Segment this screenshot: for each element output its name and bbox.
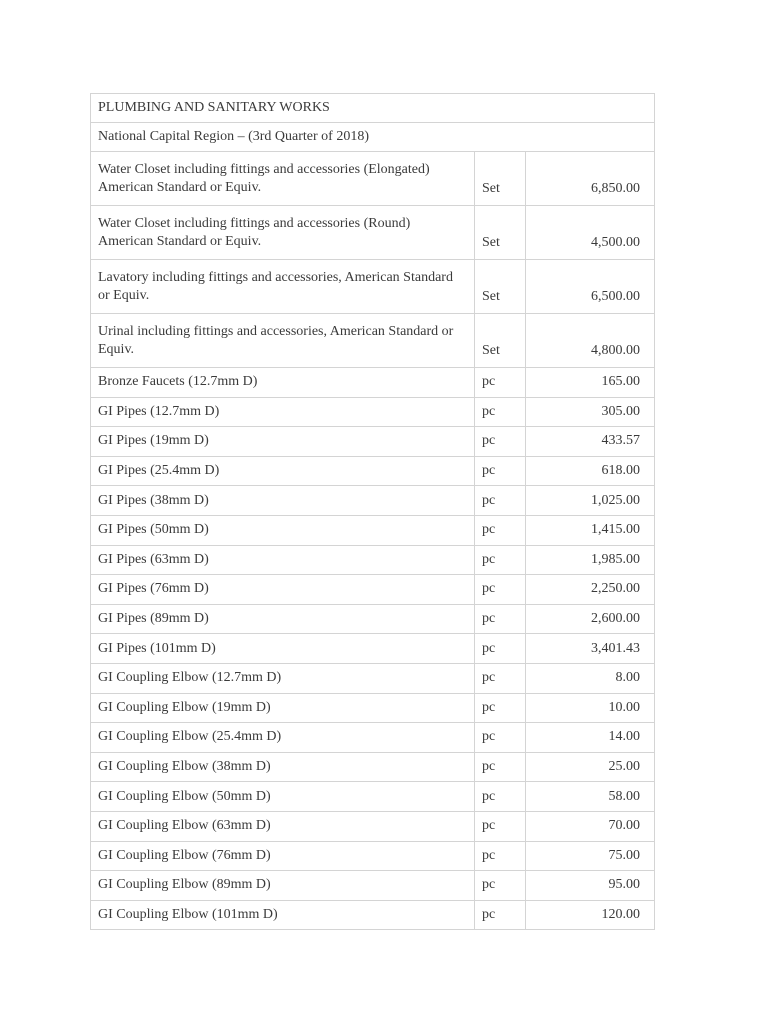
item-unit: pc — [475, 456, 526, 486]
item-price: 1,415.00 — [526, 515, 655, 545]
item-description: GI Coupling Elbow (38mm D) — [91, 752, 475, 782]
item-price: 305.00 — [526, 397, 655, 427]
table-subtitle-row — [91, 123, 655, 152]
item-description: GI Pipes (76mm D) — [91, 575, 475, 605]
item-price: 3,401.43 — [526, 634, 655, 664]
item-unit: pc — [475, 663, 526, 693]
item-unit: pc — [475, 397, 526, 427]
table-row — [91, 456, 655, 486]
item-price: 2,250.00 — [526, 575, 655, 605]
item-price: 433.57 — [526, 427, 655, 457]
table-row — [91, 575, 655, 605]
item-unit: pc — [475, 811, 526, 841]
table-row — [91, 486, 655, 516]
item-price: 1,025.00 — [526, 486, 655, 516]
item-price: 58.00 — [526, 782, 655, 812]
item-price: 10.00 — [526, 693, 655, 723]
item-unit: pc — [475, 782, 526, 812]
table-title: PLUMBING AND SANITARY WORKS — [91, 94, 655, 123]
item-description: GI Coupling Elbow (101mm D) — [91, 900, 475, 930]
table-row — [91, 900, 655, 930]
item-unit: pc — [475, 752, 526, 782]
item-unit: pc — [475, 604, 526, 634]
table-row — [91, 723, 655, 753]
item-unit: Set — [475, 206, 526, 260]
table-row — [91, 206, 655, 260]
item-description: GI Pipes (25.4mm D) — [91, 456, 475, 486]
item-price: 4,500.00 — [526, 206, 655, 260]
item-description: Water Closet including fittings and accessories (Round) American Standard or Equiv. — [91, 206, 475, 260]
item-price: 4,800.00 — [526, 314, 655, 368]
item-description: GI Coupling Elbow (76mm D) — [91, 841, 475, 871]
item-description: Bronze Faucets (12.7mm D) — [91, 368, 475, 398]
item-price: 2,600.00 — [526, 604, 655, 634]
item-price: 8.00 — [526, 663, 655, 693]
item-description: GI Coupling Elbow (63mm D) — [91, 811, 475, 841]
item-unit: pc — [475, 427, 526, 457]
item-price: 120.00 — [526, 900, 655, 930]
item-unit: pc — [475, 634, 526, 664]
item-price: 6,850.00 — [526, 152, 655, 206]
item-description: Lavatory including fittings and accessories, American Standard or Equiv. — [91, 260, 475, 314]
item-price: 1,985.00 — [526, 545, 655, 575]
item-unit: pc — [475, 900, 526, 930]
table-row — [91, 693, 655, 723]
item-unit: pc — [475, 723, 526, 753]
price-list-document — [90, 93, 654, 930]
item-price: 25.00 — [526, 752, 655, 782]
table-row — [91, 368, 655, 398]
table-row — [91, 260, 655, 314]
item-unit: pc — [475, 486, 526, 516]
item-description: Urinal including fittings and accessories, American Standard or Equiv. — [91, 314, 475, 368]
table-row — [91, 515, 655, 545]
table-row — [91, 604, 655, 634]
item-unit: Set — [475, 260, 526, 314]
table-row — [91, 752, 655, 782]
table-row — [91, 397, 655, 427]
item-unit: pc — [475, 545, 526, 575]
table-row — [91, 841, 655, 871]
item-description: Water Closet including fittings and accessories (Elongated) American Standard or Equiv. — [91, 152, 475, 206]
item-description: GI Pipes (101mm D) — [91, 634, 475, 664]
table-row — [91, 152, 655, 206]
item-description: GI Coupling Elbow (89mm D) — [91, 871, 475, 901]
item-price: 618.00 — [526, 456, 655, 486]
item-unit: pc — [475, 368, 526, 398]
item-unit: pc — [475, 693, 526, 723]
item-unit: pc — [475, 515, 526, 545]
item-unit: pc — [475, 871, 526, 901]
item-description: GI Coupling Elbow (19mm D) — [91, 693, 475, 723]
table-row — [91, 871, 655, 901]
item-price: 14.00 — [526, 723, 655, 753]
table-row — [91, 782, 655, 812]
table-title-row — [91, 94, 655, 123]
item-price: 70.00 — [526, 811, 655, 841]
item-unit: Set — [475, 152, 526, 206]
table-row — [91, 663, 655, 693]
item-description: GI Pipes (12.7mm D) — [91, 397, 475, 427]
item-description: GI Coupling Elbow (12.7mm D) — [91, 663, 475, 693]
item-description: GI Coupling Elbow (50mm D) — [91, 782, 475, 812]
table-row — [91, 545, 655, 575]
item-price: 75.00 — [526, 841, 655, 871]
item-description: GI Pipes (50mm D) — [91, 515, 475, 545]
item-price: 95.00 — [526, 871, 655, 901]
item-description: GI Coupling Elbow (25.4mm D) — [91, 723, 475, 753]
table-row — [91, 314, 655, 368]
item-price: 165.00 — [526, 368, 655, 398]
table-row — [91, 634, 655, 664]
item-unit: pc — [475, 575, 526, 605]
item-unit: Set — [475, 314, 526, 368]
table-subtitle: National Capital Region – (3rd Quarter of 2018) — [91, 123, 655, 152]
price-table — [90, 93, 655, 930]
item-description: GI Pipes (38mm D) — [91, 486, 475, 516]
price-table-body — [91, 94, 655, 930]
item-description: GI Pipes (63mm D) — [91, 545, 475, 575]
item-description: GI Pipes (89mm D) — [91, 604, 475, 634]
table-row — [91, 811, 655, 841]
table-row — [91, 427, 655, 457]
item-description: GI Pipes (19mm D) — [91, 427, 475, 457]
item-unit: pc — [475, 841, 526, 871]
item-price: 6,500.00 — [526, 260, 655, 314]
